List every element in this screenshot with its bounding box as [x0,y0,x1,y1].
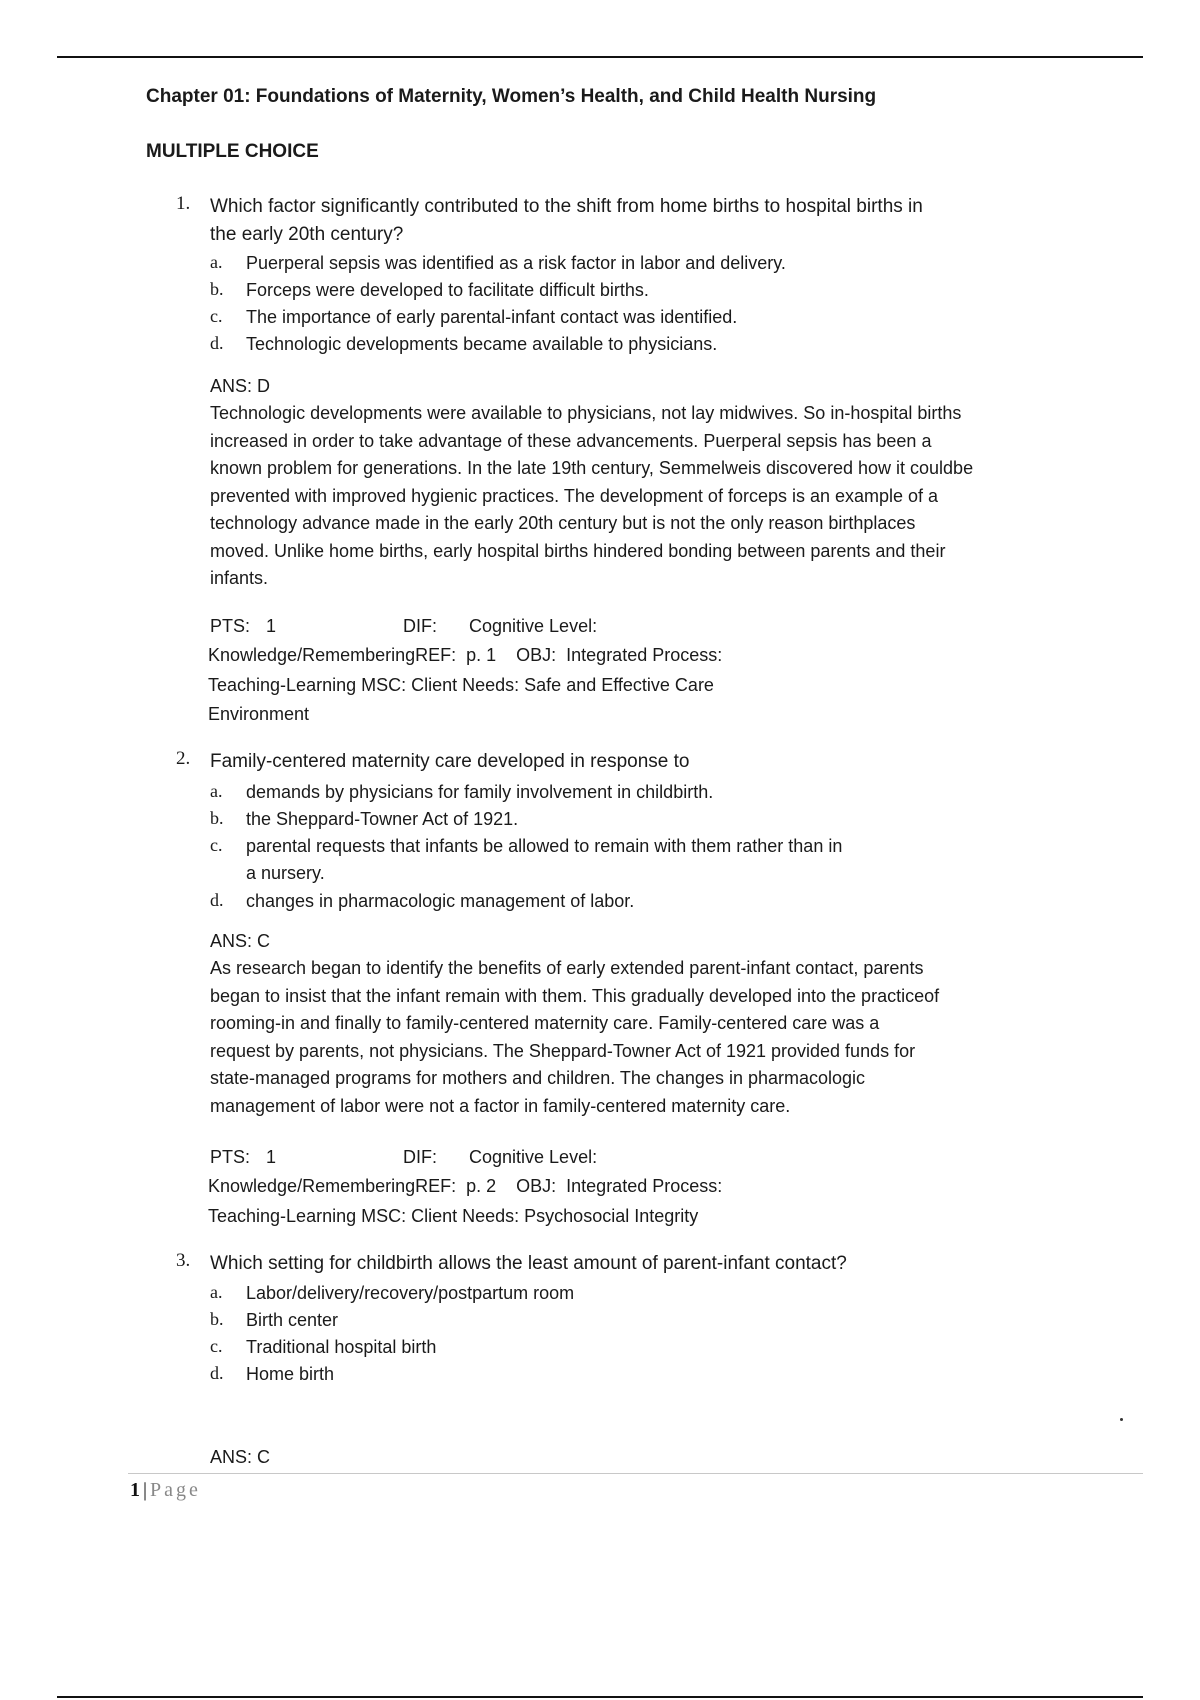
q3-option-a-text: Labor/delivery/recovery/postpartum room [246,1283,575,1303]
q1-option-b-text: Forceps were developed to facilitate difficult births. [246,280,649,300]
rationale-line: state-managed programs for mothers and children. The changes in pharmacologic [210,1068,866,1088]
q1-option-d-text: Technologic developments became available to physicians. [246,334,718,354]
rationale-line: technology advance made in the early 20th century but is not the only reason birthplaces [210,513,916,533]
question-3-number: 3. [176,1250,191,1271]
q3-option-b-letter: b. [210,1309,224,1329]
rationale-line: management of labor were not a factor in family-centered maternity care. [210,1095,791,1116]
q1-meta-msc: Teaching-Learning MSC: Client Needs: Safe and Effective Care [208,675,714,695]
rationale-line: known problem for generations. In the late 19th century, Semmelweis discovered how it couldbe [210,458,974,478]
rationale-line: As research began to identify the benefits of early extended parent-infant contact, parents [210,958,924,978]
rationale-line: prevented with improved hygienic practices. The development of forceps is an example of a [210,485,939,506]
page-number: 1 [130,1479,140,1501]
q1-pts-label: PTS: [210,616,251,636]
q1-option-a-letter: a. [210,252,223,272]
q3-option-b-text: Birth center [246,1310,339,1330]
q1-rationale [210,400,973,593]
q1-meta-ref: Knowledge/RememberingREF: p. 1 OBJ: Integrated Process: [208,645,723,665]
q3-option-a-letter: a. [210,1282,223,1302]
q1-answer: ANS: D [210,376,271,396]
rationale-line: infants. [210,568,269,588]
rationale-line: began to insist that the infant remain with them. This gradually developed into the practiceof [210,985,940,1006]
chapter-title: Chapter 01: Foundations of Maternity, Women’s Health, and Child Health Nursing [146,86,877,107]
page-label: Page [150,1479,201,1501]
q2-option-a-text: demands by physicians for family involvement in childbirth. [246,782,714,802]
q2-pts-label: PTS: [210,1147,251,1167]
q1-option-b-letter: b. [210,279,224,299]
q3-answer: ANS: C [210,1447,271,1467]
q2-option-c-letter: c. [210,835,223,855]
q2-option-b-letter: b. [210,808,224,828]
q3-option-d-text: Home birth [246,1364,335,1384]
q3-option-c-letter: c. [210,1336,223,1356]
footer-separator: | [143,1479,148,1501]
q2-option-d-letter: d. [210,890,224,910]
question-2-number: 2. [176,748,191,769]
rationale-line: increased in order to take advantage of these advancements. Puerperal sepsis has been a [210,430,932,451]
q2-rationale [210,955,939,1120]
q3-option-d-letter: d. [210,1363,224,1383]
question-1-number: 1. [176,193,191,214]
question-1-stem [210,193,923,249]
q2-option-d-text: changes in pharmacologic management of labor. [246,891,635,911]
top-rule [57,56,1143,58]
question-1-stem-line: the early 20th century? [210,224,404,245]
rationale-line: Technologic developments were available to physicians, not lay midwives. So in-hospital births [210,403,962,423]
q1-option-d-letter: d. [210,333,224,353]
q2-option-b-text: the Sheppard-Towner Act of 1921. [246,809,519,829]
section-heading: MULTIPLE CHOICE [146,141,319,162]
page-footer [130,1479,201,1502]
q1-dif-value: Cognitive Level: [469,616,598,636]
rationale-line: moved. Unlike home births, early hospital births hindered bonding between parents and their [210,540,946,561]
question-3-stem: Which setting for childbirth allows the least amount of parent-infant contact? [210,1253,847,1274]
q1-dif-label: DIF: [403,616,437,636]
q2-answer: ANS: C [210,931,271,951]
q2-option-c-text [246,833,842,887]
q3-option-c-text: Traditional hospital birth [246,1337,437,1357]
rationale-line: request by parents, not physicians. The Sheppard-Towner Act of 1921 provided funds for [210,1040,916,1061]
q1-option-a-text: Puerperal sepsis was identified as a risk factor in labor and delivery. [246,253,786,273]
q1-option-c-text: The importance of early parental-infant contact was identified. [246,307,738,327]
question-2-stem: Family-centered maternity care developed in response to [210,751,690,772]
question-1-stem-line: Which factor significantly contributed to the shift from home births to hospital births in [210,196,923,217]
q2-option-a-letter: a. [210,781,223,801]
q2-pts-value: 1 [266,1147,277,1167]
q1-meta-msc-cont: Environment [208,704,310,724]
q2-dif-label: DIF: [403,1147,437,1167]
bottom-rule [57,1696,1143,1698]
q1-pts-value: 1 [266,616,277,636]
footer-rule [128,1473,1143,1474]
option-line: parental requests that infants be allowed to remain with them rather than in [246,836,843,856]
q2-meta-msc: Teaching-Learning MSC: Client Needs: Psychosocial Integrity [208,1206,699,1226]
rationale-line: rooming-in and finally to family-centered maternity care. Family-centered care was a [210,1013,880,1033]
q1-option-c-letter: c. [210,306,223,326]
option-line: a nursery. [246,863,325,883]
q2-meta-ref: Knowledge/RememberingREF: p. 2 OBJ: Integrated Process: [208,1176,723,1196]
stray-dot [1120,1418,1123,1421]
q2-dif-value: Cognitive Level: [469,1147,598,1167]
